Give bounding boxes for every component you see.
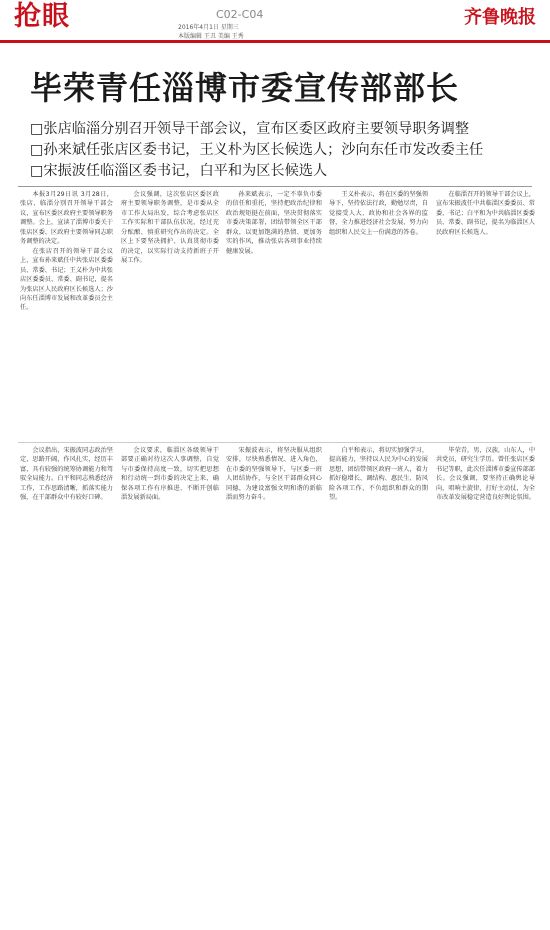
- headline-rule: [18, 186, 532, 187]
- body-column-8: [226, 446, 322, 916]
- body-paragraph: 会议要求，临淄区各级领导干部要正确对待这次人事调整，自觉与市委保持高度一致，切实把思想和行动统一到市委的决定上来，确保各项工作有序推进、不断开创临淄发展新局面。: [121, 447, 219, 502]
- body-paragraph: 宋振波表示，将坚决服从组织安排，尽快熟悉情况、进入角色，在市委的坚强领导下，与区委一班人团结协作，与全区干部群众同心同德，为建设富强文明和谐的新临淄而努力奋斗。: [226, 447, 322, 502]
- body-paragraph: 白平和表示，将切实加强学习，提高能力，坚持以人民为中心的发展思想，团结带领区政府一班人，着力抓好稳增长、调结构、惠民生、防风险各项工作，不负组织和群众的期望。: [329, 447, 428, 502]
- newspaper-brand: 齐鲁晚报: [464, 7, 536, 28]
- body-column-3: [226, 190, 322, 440]
- body-paragraph: 在临淄召开的领导干部会议上，宣布宋振波任中共临淄区委委员、常委、书记；白平和为中共临淄区委委员、常委、副书记，提名为临淄区人民政府区长候选人。: [436, 191, 535, 236]
- body-paragraph: 在张店召开的领导干部会议上，宣布孙来斌任中共张店区委委员、常委、书记；王义朴为中共张店区委委员、常委、副书记，提名为张店区人民政府区长候选人；沙向东任淄博市发展和改革委员会主任。: [20, 247, 113, 312]
- body-paragraph: 本报3月29日讯 3月28日，张店、临淄分别召开领导干部会议，宣布区委区政府主要领导职务调整。会上，宣读了淄博市委关于张店区委、区政府主要领导同志职务调整的决定。: [20, 191, 113, 246]
- subhead-2: □孙来斌任张店区委书记，王义朴为区长候选人；沙向东任市发改委主任: [30, 142, 484, 158]
- masthead: [0, 0, 550, 41]
- headline: 毕荣青任淄博市委宣传部部长: [30, 69, 460, 107]
- body-column-9: [329, 446, 428, 916]
- body-column-2: [121, 190, 219, 440]
- body-paragraph: 会议强调，这次张店区委区政府主要领导职务调整，是市委从全市工作大局出发，综合考虑张店区工作实际和干部队伍状况，经过充分酝酿、慎重研究作出的决定。全区上下要坚决拥护、认真贯彻市委的决定，以实际行动支持新班子开展工作。: [121, 191, 219, 265]
- subhead-3: □宋振波任临淄区委书记，白平和为区长候选人: [30, 163, 328, 179]
- masthead-divider: [0, 40, 550, 43]
- body-column-5: [436, 190, 535, 440]
- dateline: 2016年4月1日 星期三: [178, 24, 239, 31]
- section-logo: 抢眼: [14, 1, 70, 32]
- body-column-10: [436, 446, 535, 916]
- body-paragraph: 会议指出，宋振波同志政治坚定，思路开阔，作风扎实，经历丰富，具有较强的统筹协调能力和驾驭全局能力。白平和同志熟悉经济工作，工作思路清晰，抓落实能力强，在干部群众中有较好口碑。: [20, 447, 113, 502]
- page-code: C02-C04: [216, 8, 264, 21]
- body-column-7: [121, 446, 219, 596]
- body-column-1: [20, 190, 113, 440]
- body-paragraph: 王义朴表示，将在区委的坚强领导下，坚持依法行政，勤勉尽责，自觉接受人大、政协和社会各界的监督，全力推进经济社会发展，努力向组织和人民交上一份满意的答卷。: [329, 191, 428, 236]
- body-paragraph: 毕荣青，男，汉族，山东人，中共党员，研究生学历。曾任张店区委书记等职，此次任淄博市委宣传部部长。会议强调，要坚持正确舆论导向，唱响主旋律，打好主动仗，为全市改革发展稳定营造良好舆论氛围。: [436, 447, 535, 502]
- body-paragraph: 孙来斌表示，一定不辜负市委的信任和重托，坚持把政治纪律和政治规矩挺在前面，坚决贯彻落实市委决策部署，团结带领全区干部群众，以更加饱满的热情、更加务实的作风，推动张店各项事业持续健康发展。: [226, 191, 322, 255]
- editor-credit: 本版编辑 王丑 美编 王秀: [178, 33, 244, 40]
- section-divider: [18, 442, 532, 443]
- body-column-6: [20, 446, 113, 678]
- subhead-1: □张店临淄分别召开领导干部会议，宣布区委区政府主要领导职务调整: [30, 121, 470, 137]
- body-column-4: [329, 190, 428, 440]
